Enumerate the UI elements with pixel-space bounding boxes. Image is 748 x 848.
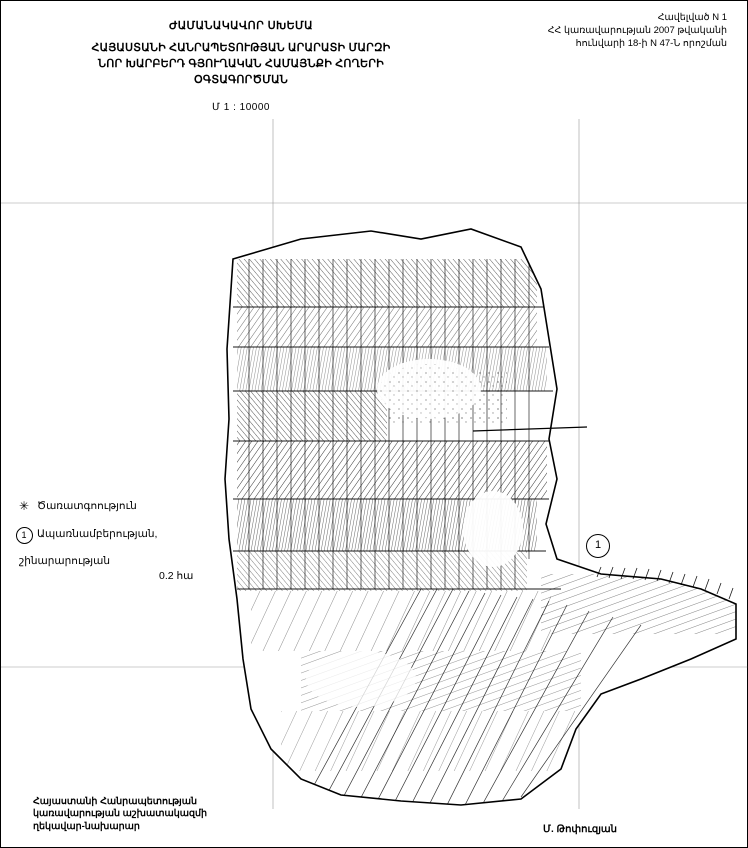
map-scale: Մ 1 : 10000 (212, 102, 270, 113)
circle-one-icon (11, 527, 37, 544)
legend-label-construction (19, 527, 158, 568)
callout-badge-1: 1 (586, 534, 610, 558)
map-canvas (1, 119, 748, 809)
footer-signer-name: Մ. Թոփուզյան (543, 824, 617, 835)
asterisk-icon: ✳ (18, 499, 30, 513)
reference-line-1: Հավելված N 1 (657, 12, 727, 23)
legend (11, 499, 266, 582)
footer-line-3: ղեկավար-նախարար (33, 820, 140, 832)
subtitle-line-2: ՆՈՐ ԽԱՐԲԵՐԴ ԳՅՈՒՂԱԿԱՆ ՀԱՄԱՅՆՔԻ ՀՈՂԵՐԻ (98, 58, 384, 70)
page-title: ԺԱՄԱՆԱԿԱՎՈՐ ՍԽԵՄԱ (169, 20, 313, 32)
map-svg (1, 119, 748, 809)
footer-line-1: Հայաստանի Հանրապետության (33, 795, 197, 807)
subtitle-line-3: ՕԳՏԱԳՈՐԾՄԱՆ (194, 74, 288, 86)
legend-area-value: 0.2 հա (159, 570, 194, 582)
title-block (51, 19, 431, 113)
reference-line-2: ՀՀ կառավարության 2007 թվականի (547, 25, 727, 36)
reference-line-3: հունվարի 18-ի N 47-Ն որոշման (575, 38, 727, 49)
map-parcels (201, 209, 748, 809)
subtitle-line-1: ՀԱՅԱՍՏԱՆԻ ՀԱՆՐԱՊԵՏՈՒԹՅԱՆ ԱՐԱՐԱՏԻ ՄԱՐԶԻ (91, 42, 391, 54)
footer-signature-block (33, 796, 207, 834)
legend-label-construction-line1: Ապառնամբերության, (37, 528, 158, 540)
legend-label-planting: Ծառատգոություն (37, 500, 137, 512)
reference-block (507, 11, 727, 50)
legend-label-construction-line2: շինարարության (19, 555, 111, 567)
legend-item-construction (11, 527, 266, 568)
circle-one-number: 1 (16, 527, 33, 544)
legend-item-planting (11, 499, 266, 513)
footer-line-2: կառավարության աշխատակազմի (33, 808, 208, 819)
